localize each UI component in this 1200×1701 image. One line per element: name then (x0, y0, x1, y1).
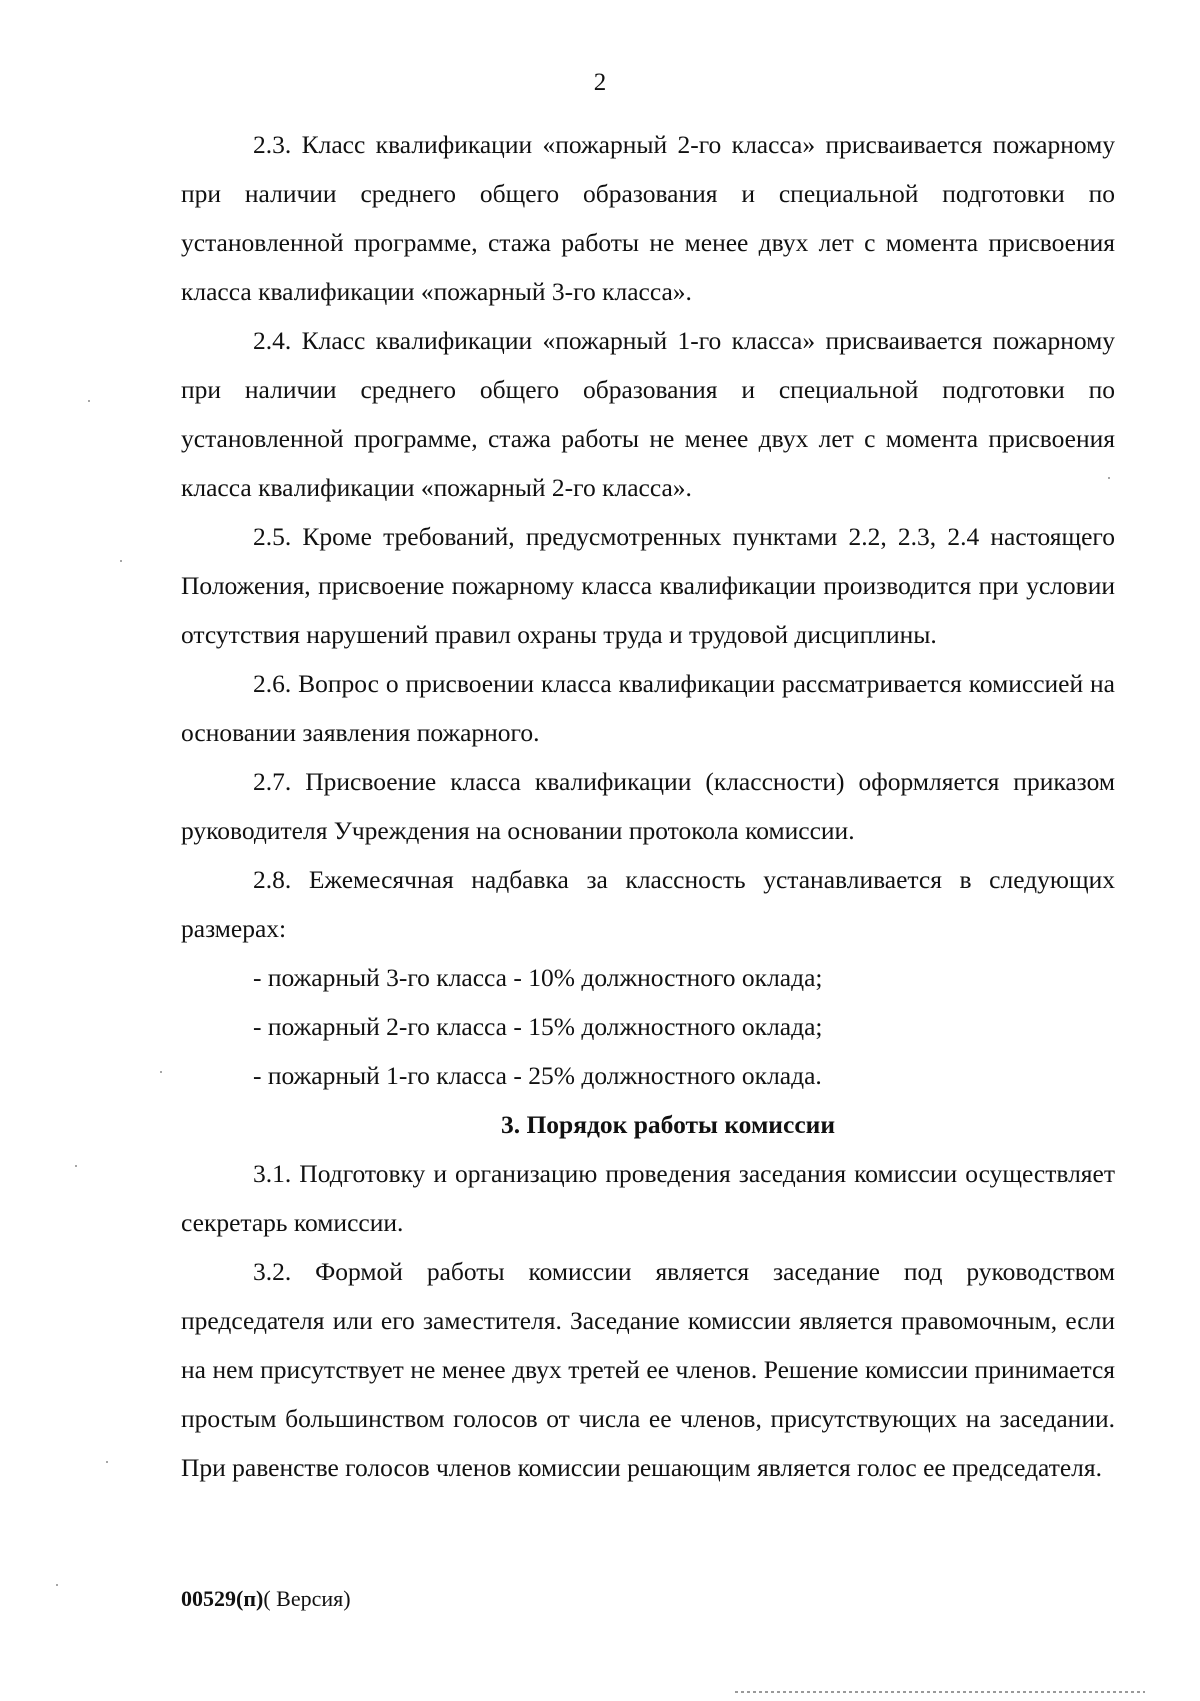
scan-speck (106, 1461, 108, 1463)
page-number: 2 (593, 69, 607, 96)
allowance-item-class-1: - пожарный 1-го класса - 25% должностного оклада. (253, 1061, 822, 1090)
paragraph-2-4: 2.4. Класс квалификации «пожарный 1-го класса» присваивается пожарному при наличии среднего общего образования и специальной подготовки по установленной программе, стажа работы не менее двух лет с момента присвоения класса квалификации «пожарный 2-го класса». (181, 326, 1115, 502)
scan-speck (120, 560, 122, 562)
allowance-item-class-2: - пожарный 2-го класса - 15% должностного оклада; (253, 1012, 823, 1041)
document-code: 00529(п) (181, 1586, 264, 1611)
paragraph-2-6: 2.6. Вопрос о присвоении класса квалификации рассматривается комиссией на основании заявления пожарного. (181, 669, 1115, 747)
allowance-item-class-3: - пожарный 3-го класса - 10% должностного оклада; (253, 963, 823, 992)
document-footer (181, 1585, 351, 1613)
scan-bottom-edge (735, 1691, 1145, 1693)
scan-speck (56, 1584, 58, 1586)
section-3-heading: 3. Порядок работы комиссии (500, 1110, 836, 1139)
paragraph-2-8: 2.8. Ежемесячная надбавка за классность устанавливается в следующих размерах: (181, 865, 1115, 943)
scan-speck (1108, 477, 1110, 479)
paragraph-3-2: 3.2. Формой работы комиссии является заседание под руководством председателя или его заместителя. Заседание комиссии является правомочным, если на нем присутствует не менее двух третей ее членов. Решение комиссии принимается простым большинством голосов от числа ее членов, присутствующих на заседании. При равенстве голосов членов комиссии решающим является голос ее председателя. (181, 1257, 1115, 1482)
paragraph-2-7: 2.7. Присвоение класса квалификации (классности) оформляется приказом руководителя Учреждения на основании протокола комиссии. (181, 767, 1115, 845)
scan-speck (160, 1071, 162, 1073)
paragraph-3-1: 3.1. Подготовку и организацию проведения заседания комиссии осуществляет секретарь комиссии. (181, 1159, 1115, 1237)
scan-speck (75, 1165, 77, 1167)
scan-speck (88, 400, 90, 402)
paragraph-2-3: 2.3. Класс квалификации «пожарный 2-го класса» присваивается пожарному при наличии среднего общего образования и специальной подготовки по установленной программе, стажа работы не менее двух лет с момента присвоения класса квалификации «пожарный 3-го класса». (181, 130, 1115, 306)
document-version: ( Версия) (263, 1586, 351, 1611)
paragraph-2-5: 2.5. Кроме требований, предусмотренных пунктами 2.2, 2.3, 2.4 настоящего Положения, присвоение пожарному класса квалификации производится при условии отсутствия нарушений правил охраны труда и трудовой дисциплины. (181, 522, 1115, 649)
allowance-list (181, 953, 1115, 1100)
document-body (181, 120, 1115, 1492)
